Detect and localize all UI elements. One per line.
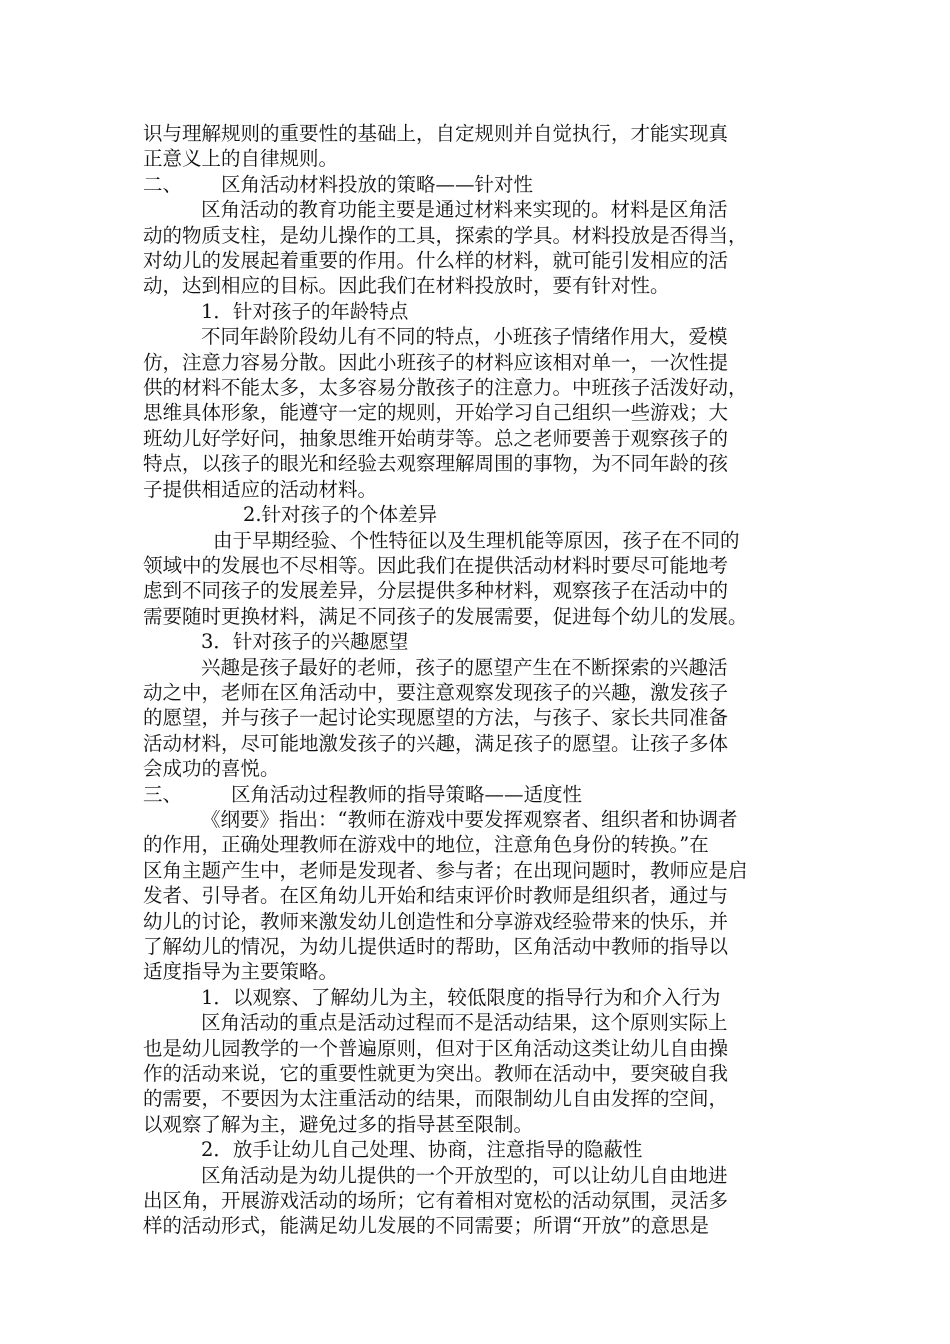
subheading-2-2	[143, 502, 811, 527]
text-line: 动的物质支柱，是幼儿操作的工具，探索的学具。材料投放是否得当，	[143, 223, 748, 247]
text-line: 了解幼儿的情况，为幼儿提供适时的帮助，区角活动中教师的指导以	[143, 935, 729, 958]
text-line: 需要随时更换材料，满足不同孩子的发展需要，促进每个幼儿的发展。	[143, 604, 748, 628]
subheading-2-3	[143, 629, 811, 654]
subheading-3-1	[143, 985, 811, 1010]
text-line: 动之中，老师在区角活动中，要注意观察发现孩子的兴趣，激发孩子	[143, 680, 729, 704]
para-section-3-body	[143, 807, 811, 985]
para-2-3-body	[143, 655, 811, 782]
text-line: 发者、引导者。在区角幼儿开始和结束评价时教师是组织者，通过与	[143, 884, 729, 908]
text-line: 也是幼儿园教学的一个普遍原则，但对于区角活动这类让幼儿自由操	[143, 1036, 729, 1060]
para-3-1-body	[143, 1010, 811, 1137]
text-line: 思维具体形象，能遵守一定的规则，开始学习自己组织一些游戏；大	[143, 401, 729, 425]
text-line: 3．针对孩子的兴趣愿望	[201, 630, 409, 654]
text-line: 对幼儿的发展起着重要的作用。什么样的材料，就可能引发相应的活	[143, 249, 729, 273]
text-line: 不同年龄阶段幼儿有不同的特点，小班孩子情绪作用大，爱模	[201, 325, 728, 349]
text-line: 会成功的喜悦。	[143, 757, 280, 781]
text-line: 1．针对孩子的年龄特点	[201, 299, 409, 323]
text-line: 子提供相适应的活动材料。	[143, 477, 378, 501]
heading-line	[143, 782, 811, 807]
text-line: 活动材料，尽可能地激发孩子的兴趣，满足孩子的愿望。让孩子多体	[143, 731, 729, 755]
subheading-2-1	[143, 299, 811, 324]
text-line: 样的活动形式，能满足幼儿发展的不同需要；所谓“开放”的意思是	[143, 1214, 709, 1238]
para-3-2-body	[143, 1163, 811, 1239]
text-line: 仿，注意力容易分散。因此小班孩子的材料应该相对单一，一次性提	[143, 350, 729, 374]
section-title: 区角活动过程教师的指导策略——适度性	[231, 782, 583, 806]
subheading-3-2	[143, 1137, 811, 1162]
text-line: 的作用，正确处理教师在游戏中的地位，注意角色身份的转换。”在	[143, 833, 709, 857]
text-line: 2．放手让幼儿自己处理、协商，注意指导的隐蔽性	[201, 1138, 643, 1162]
text-line: 幼儿的讨论，教师来激发幼儿创造性和分享游戏经验带来的快乐，并	[143, 909, 729, 933]
text-line: 区角活动是为幼儿提供的一个开放型的，可以让幼儿自由地进	[201, 1163, 728, 1187]
section-2-heading	[143, 172, 811, 197]
section-number: 二、	[143, 172, 183, 196]
text-line: 兴趣是孩子最好的老师，孩子的愿望产生在不断探索的兴趣活	[201, 655, 728, 679]
text-line: 《纲要》指出：“教师在游戏中要发挥观察者、组织者和协调者	[201, 807, 738, 831]
text-line: 的需要，不要因为太注重活动的结果，而限制幼儿自由发挥的空间，	[143, 1087, 729, 1111]
text-line: 作的活动来说，它的重要性就更为突出。教师在活动中，要突破自我	[143, 1062, 729, 1086]
para-intro-continuation	[143, 121, 811, 172]
text-line: 识与理解规则的重要性的基础上，自定规则并自觉执行，才能实现真	[143, 122, 729, 145]
text-line: 2.针对孩子的个体差异	[243, 503, 438, 527]
text-line: 区角活动的重点是活动过程而不是活动结果，这个原则实际上	[201, 1011, 728, 1035]
text-line: 特点，以孩子的眼光和经验去观察理解周围的事物，为不同年龄的孩	[143, 452, 729, 476]
text-line: 虑到不同孩子的发展差异，分层提供多种材料，观察孩子在活动中的	[143, 579, 729, 603]
para-2-1-body	[143, 324, 811, 502]
section-3-heading	[143, 782, 811, 807]
para-2-2-body	[143, 528, 811, 630]
text-line: 区角活动的教育功能主要是通过材料来实现的。材料是区角活	[201, 198, 728, 222]
document-page	[143, 121, 811, 1239]
text-line: 以观察了解为主，避免过多的指导甚至限制。	[143, 1112, 534, 1136]
text-line: 适度指导为主要策略。	[143, 960, 339, 984]
para-section-2-body	[143, 197, 811, 299]
text-line: 正意义上的自律规则。	[143, 147, 339, 171]
text-line: 由于早期经验、个性特征以及生理机能等原因，孩子在不同的	[213, 528, 740, 552]
text-line: 出区角，开展游戏活动的场所；它有着相对宽松的活动氛围，灵活多	[143, 1189, 729, 1213]
text-line: 班幼儿好学好问，抽象思维开始萌芽等。总之老师要善于观察孩子的	[143, 426, 729, 450]
text-line: 动，达到相应的目标。因此我们在材料投放时，要有针对性。	[143, 274, 670, 298]
section-title: 区角活动材料投放的策略——针对性	[221, 172, 534, 196]
text-line: 区角主题产生中，老师是发现者、参与者；在出现问题时，教师应是启	[143, 858, 748, 882]
text-line: 领域中的发展也不尽相等。因此我们在提供活动材料时要尽可能地考	[143, 553, 729, 577]
text-line: 供的材料不能太多，太多容易分散孩子的注意力。中班孩子活泼好动，	[143, 376, 748, 400]
text-line: 1．以观察、了解幼儿为主，较低限度的指导行为和介入行为	[201, 985, 721, 1009]
section-number: 三、	[143, 782, 183, 806]
text-line: 的愿望，并与孩子一起讨论实现愿望的方法，与孩子、家长共同准备	[143, 706, 729, 730]
heading-line	[143, 172, 811, 197]
